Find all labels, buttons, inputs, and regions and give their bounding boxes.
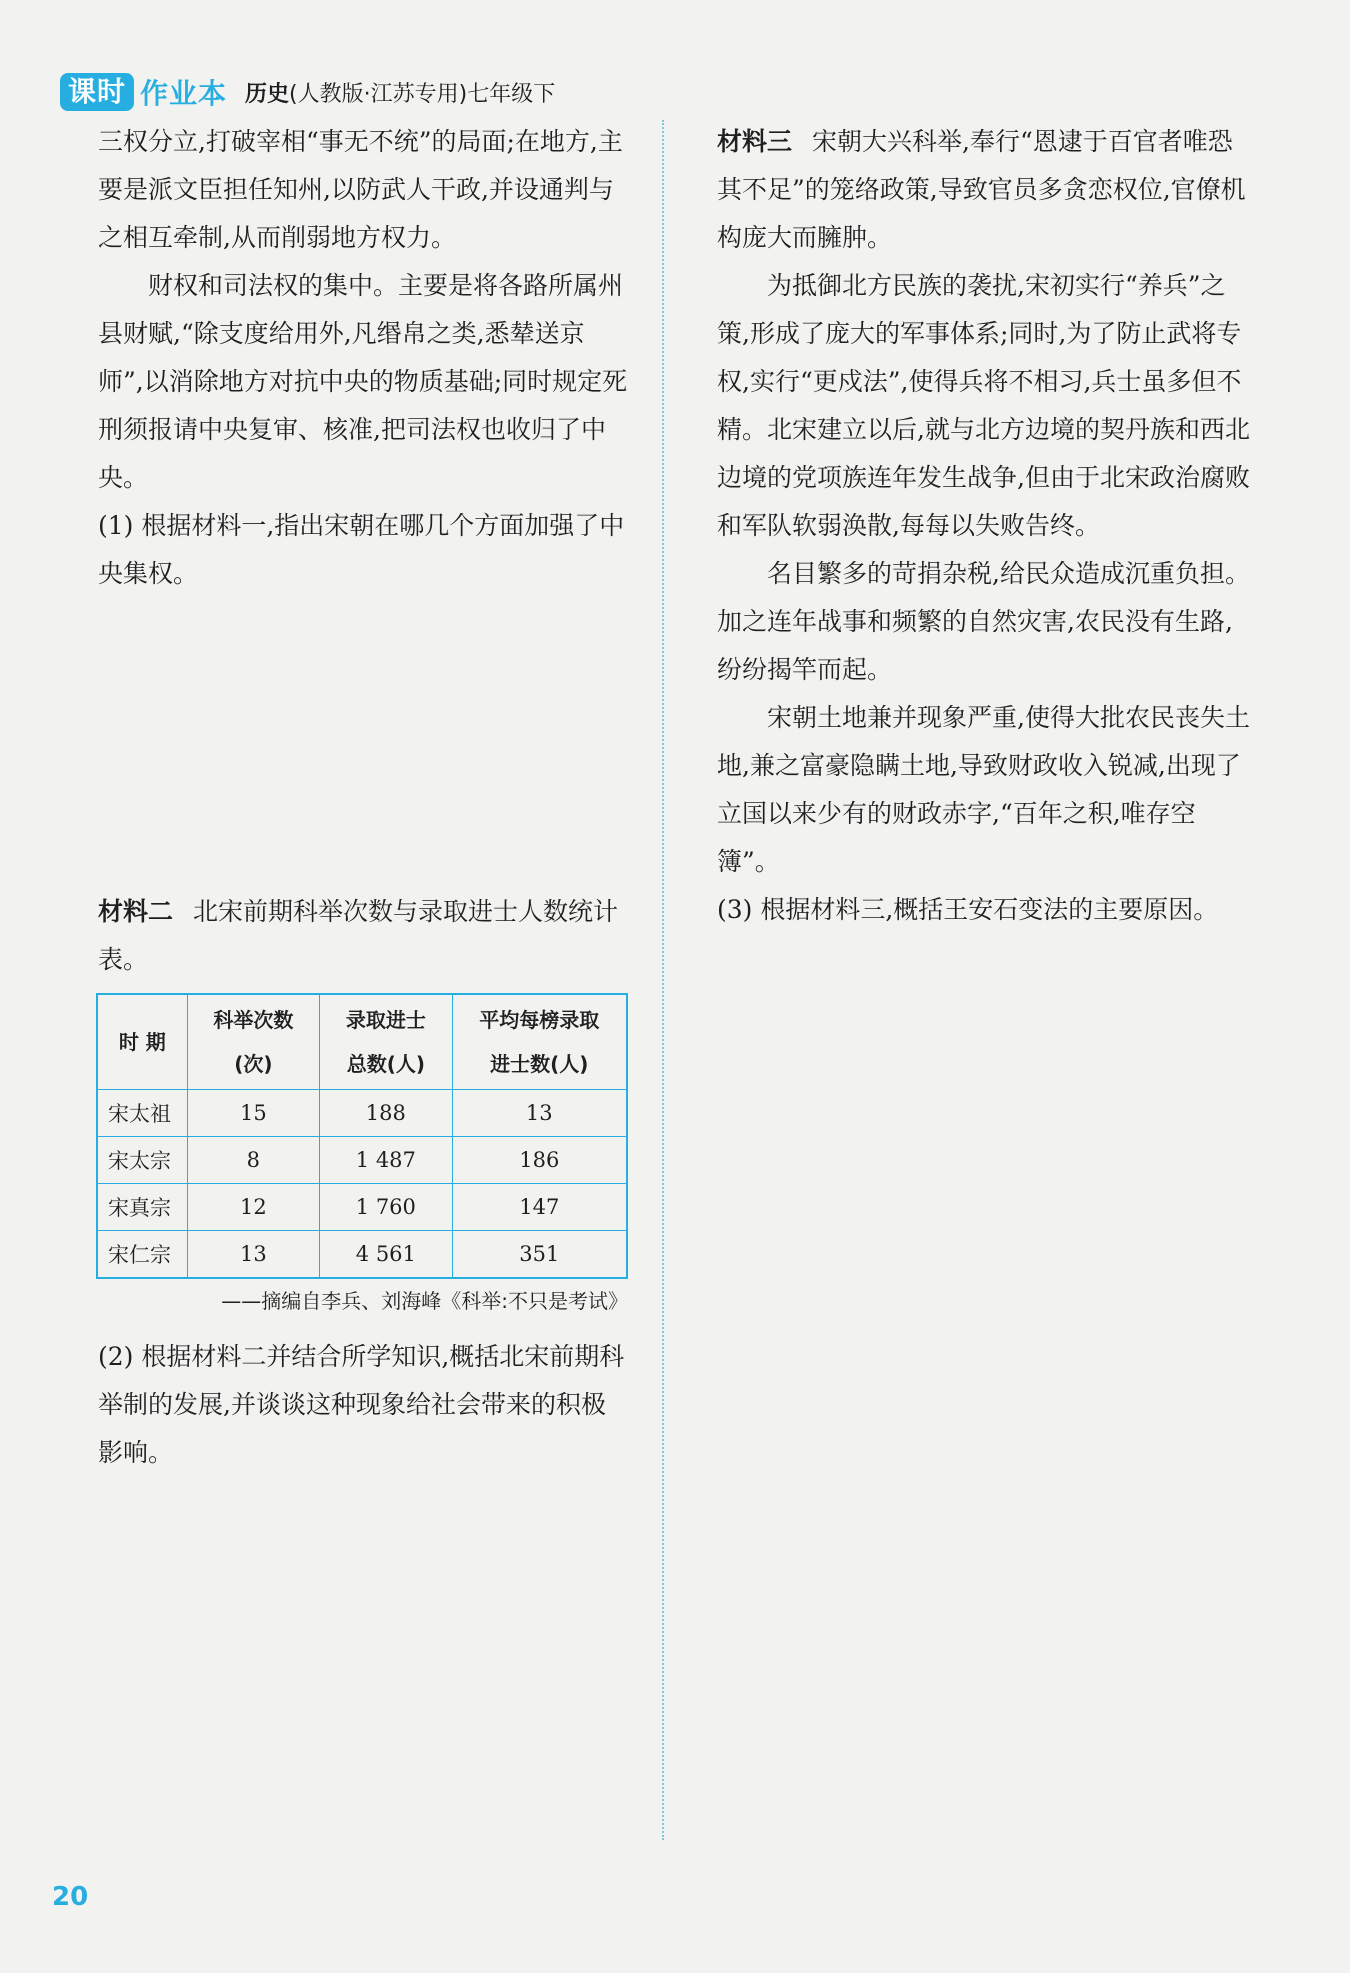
table-row [97, 1090, 627, 1137]
book-info [245, 77, 555, 108]
table-cell: 8 [187, 1137, 320, 1184]
table-header-row [97, 994, 627, 1090]
table-header-cell: 平均每榜录取 进士数(人) [452, 994, 627, 1090]
material3-paragraph-3: 名目繁多的苛捐杂税,给民众造成沉重负担。加之连年战事和频繁的自然灾害,农民没有生路,纷纷揭竿而起。 [717, 559, 1250, 684]
question-1: (1) 根据材料一,指出宋朝在哪几个方面加强了中央集权。 [98, 511, 625, 588]
material3-paragraph-2: 为抵御北方民族的袭扰,宋初实行“养兵”之策,形成了庞大的军事体系;同时,为了防止武将专权,实行“更戍法”,使得兵将不相习,兵士虽多但不精。北宋建立以后,就与北方边境的契丹族和西北边境的党项族连年发生战争,但由于北宋政治腐败和军队软弱涣散,每每以失败告终。 [717, 271, 1250, 540]
edition-text: (人教版·江苏专用)七年级下 [289, 81, 556, 107]
table-cell: 15 [187, 1090, 320, 1137]
material1-paragraph-1: 三权分立,打破宰相“事无不统”的局面;在地方,主要是派文臣担任知州,以防武人干政,并设通判与之相互牵制,从而削弱地方权力。 [98, 127, 623, 252]
table-cell: 351 [452, 1231, 627, 1279]
table-header-cell: 时 期 [97, 994, 187, 1090]
table-cell: 13 [452, 1090, 627, 1137]
brand-name: 作业本 [140, 77, 228, 110]
page-number: 20 [52, 1882, 89, 1912]
table-cell: 147 [452, 1184, 627, 1231]
subject-title: 历史 [245, 81, 290, 107]
material2-label: 材料二 [98, 897, 174, 926]
question-3: (3) 根据材料三,概括王安石变法的主要原因。 [717, 895, 1219, 924]
table-header-cell: 录取进士 总数(人) [320, 994, 453, 1090]
table-source: ——摘编自李兵、刘海峰《科举:不只是考试》 [221, 1289, 628, 1313]
table-cell: 1 487 [320, 1137, 453, 1184]
table-cell: 4 561 [320, 1231, 453, 1279]
keju-statistics-table [96, 993, 628, 1279]
table-cell: 宋太祖 [97, 1090, 187, 1137]
question-2: (2) 根据材料二并结合所学知识,概括北宋前期科举制的发展,并谈谈这种现象给社会带来的积极影响。 [98, 1342, 625, 1467]
table-cell: 1 760 [320, 1184, 453, 1231]
table-row [97, 1231, 627, 1279]
table-cell: 12 [187, 1184, 320, 1231]
material3-label: 材料三 [717, 127, 793, 156]
question-2-block [98, 1333, 628, 1477]
brand-logo: 课时 [60, 73, 134, 111]
table-cell: 宋仁宗 [97, 1231, 187, 1279]
right-column-text [717, 118, 1257, 934]
column-divider [662, 120, 664, 1840]
material3-paragraph-1: 宋朝大兴科举,奉行“恩逮于百官者唯恐其不足”的笼络政策,导致官员多贪恋权位,官僚机构庞大而臃肿。 [717, 127, 1246, 252]
table-cell: 宋太宗 [97, 1137, 187, 1184]
material3-paragraph-4: 宋朝土地兼并现象严重,使得大批农民丧失土地,兼之富豪隐瞒土地,导致财政收入锐减,出现了立国以来少有的财政赤字,“百年之积,唯存空簿”。 [717, 703, 1250, 876]
table-cell: 188 [320, 1090, 453, 1137]
page-header [60, 72, 555, 112]
table-header-cell: 科举次数 (次) [187, 994, 320, 1090]
material1-paragraph-2: 财权和司法权的集中。主要是将各路所属州县财赋,“除支度给用外,凡缗帛之类,悉辇送京师”,以消除地方对抗中央的物质基础;同时规定死刑须报请中央复审、核准,把司法权也收归了中央。 [98, 271, 628, 492]
table-cell: 宋真宗 [97, 1184, 187, 1231]
table-cell: 13 [187, 1231, 320, 1279]
table-cell: 186 [452, 1137, 627, 1184]
left-column-text [98, 118, 628, 598]
material2-text: 北宋前期科举次数与录取进士人数统计表。 [98, 897, 619, 974]
table-row [97, 1137, 627, 1184]
material2-intro [98, 888, 628, 984]
table-row [97, 1184, 627, 1231]
